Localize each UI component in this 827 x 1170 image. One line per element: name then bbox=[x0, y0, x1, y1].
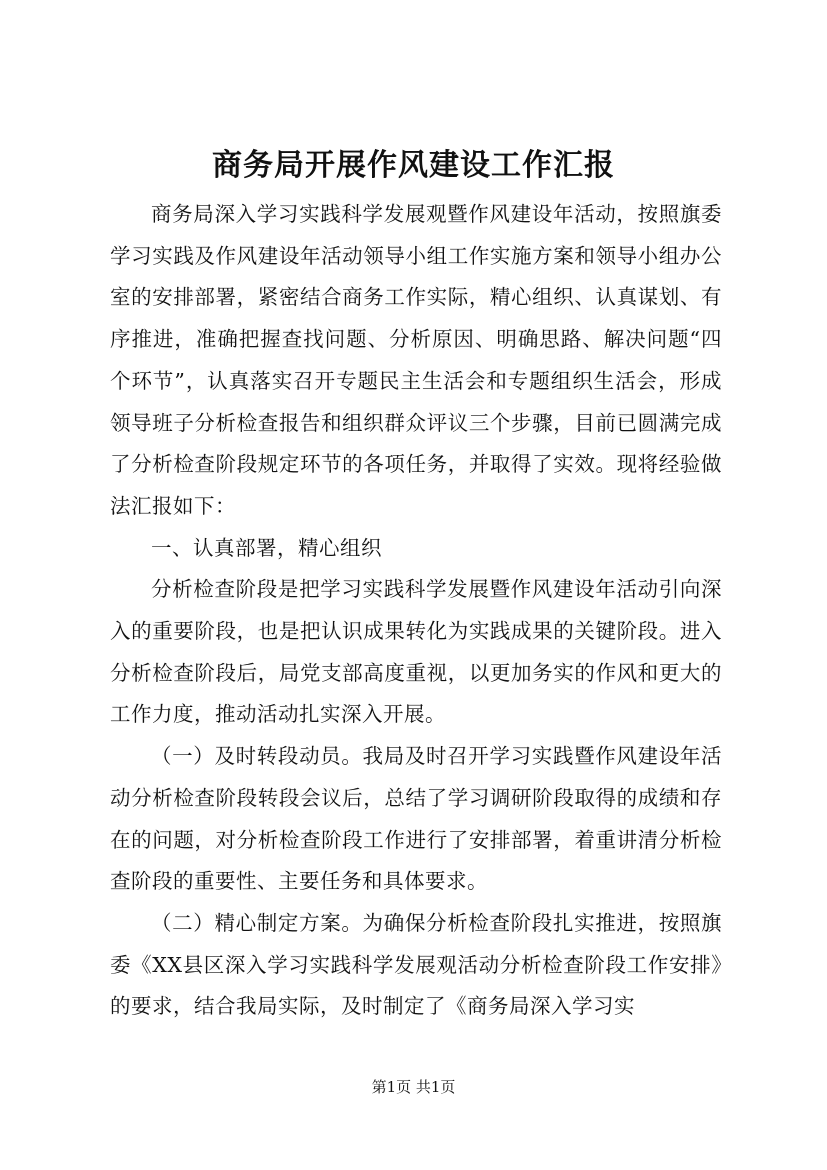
paragraph-intro: 商务局深入学习实践科学发展观暨作风建设年活动，按照旗委学习实践及作风建设年活动领导小组工作实施方案和领导小组办公室的安排部署，紧密结合商务工作实际，精心组织、认真谋划、有序推进，准确把握查找问题、分析原因、明确思路、解决问题“四个环节”，认真落实召开专题民主生活会和专题组织生活会，形成领导班子分析检查报告和组织群众评议三个步骤，目前已圆满完成了分析检查阶段规定环节的各项任务，并取得了实效。现将经验做法汇报如下： bbox=[110, 202, 722, 518]
document-body bbox=[110, 194, 722, 1028]
section-heading-1: 一、认真部署，精心组织 bbox=[151, 535, 382, 560]
page-number-footer: 第1页 共1页 bbox=[371, 1078, 456, 1096]
paragraph-analysis-stage: 分析检查阶段是把学习实践科学发展暨作风建设年活动引向深入的重要阶段，也是把认识成果转化为实践成果的关键阶段。进入分析检查阶段后，局党支部高度重视，以更加务实的作风和更大的工作力度，推动活动扎实深入开展。 bbox=[110, 577, 722, 727]
paragraph-plan: （二）精心制定方案。为确保分析检查阶段扎实推进，按照旗委《XX县区深入学习实践科学发展观活动分析检查阶段工作安排》的要求，结合我局实际，及时制定了《商务局深入学习实 bbox=[110, 910, 722, 1019]
paragraph-mobilization: （一）及时转段动员。我局及时召开学习实践暨作风建设年活动分析检查阶段转段会议后，总结了学习调研阶段取得的成绩和存在的问题，对分析检查阶段工作进行了安排部署，着重讲清分析检查阶段的重要性、主要任务和具体要求。 bbox=[110, 744, 722, 894]
document-title: 商务局开展作风建设工作汇报 bbox=[212, 148, 615, 183]
